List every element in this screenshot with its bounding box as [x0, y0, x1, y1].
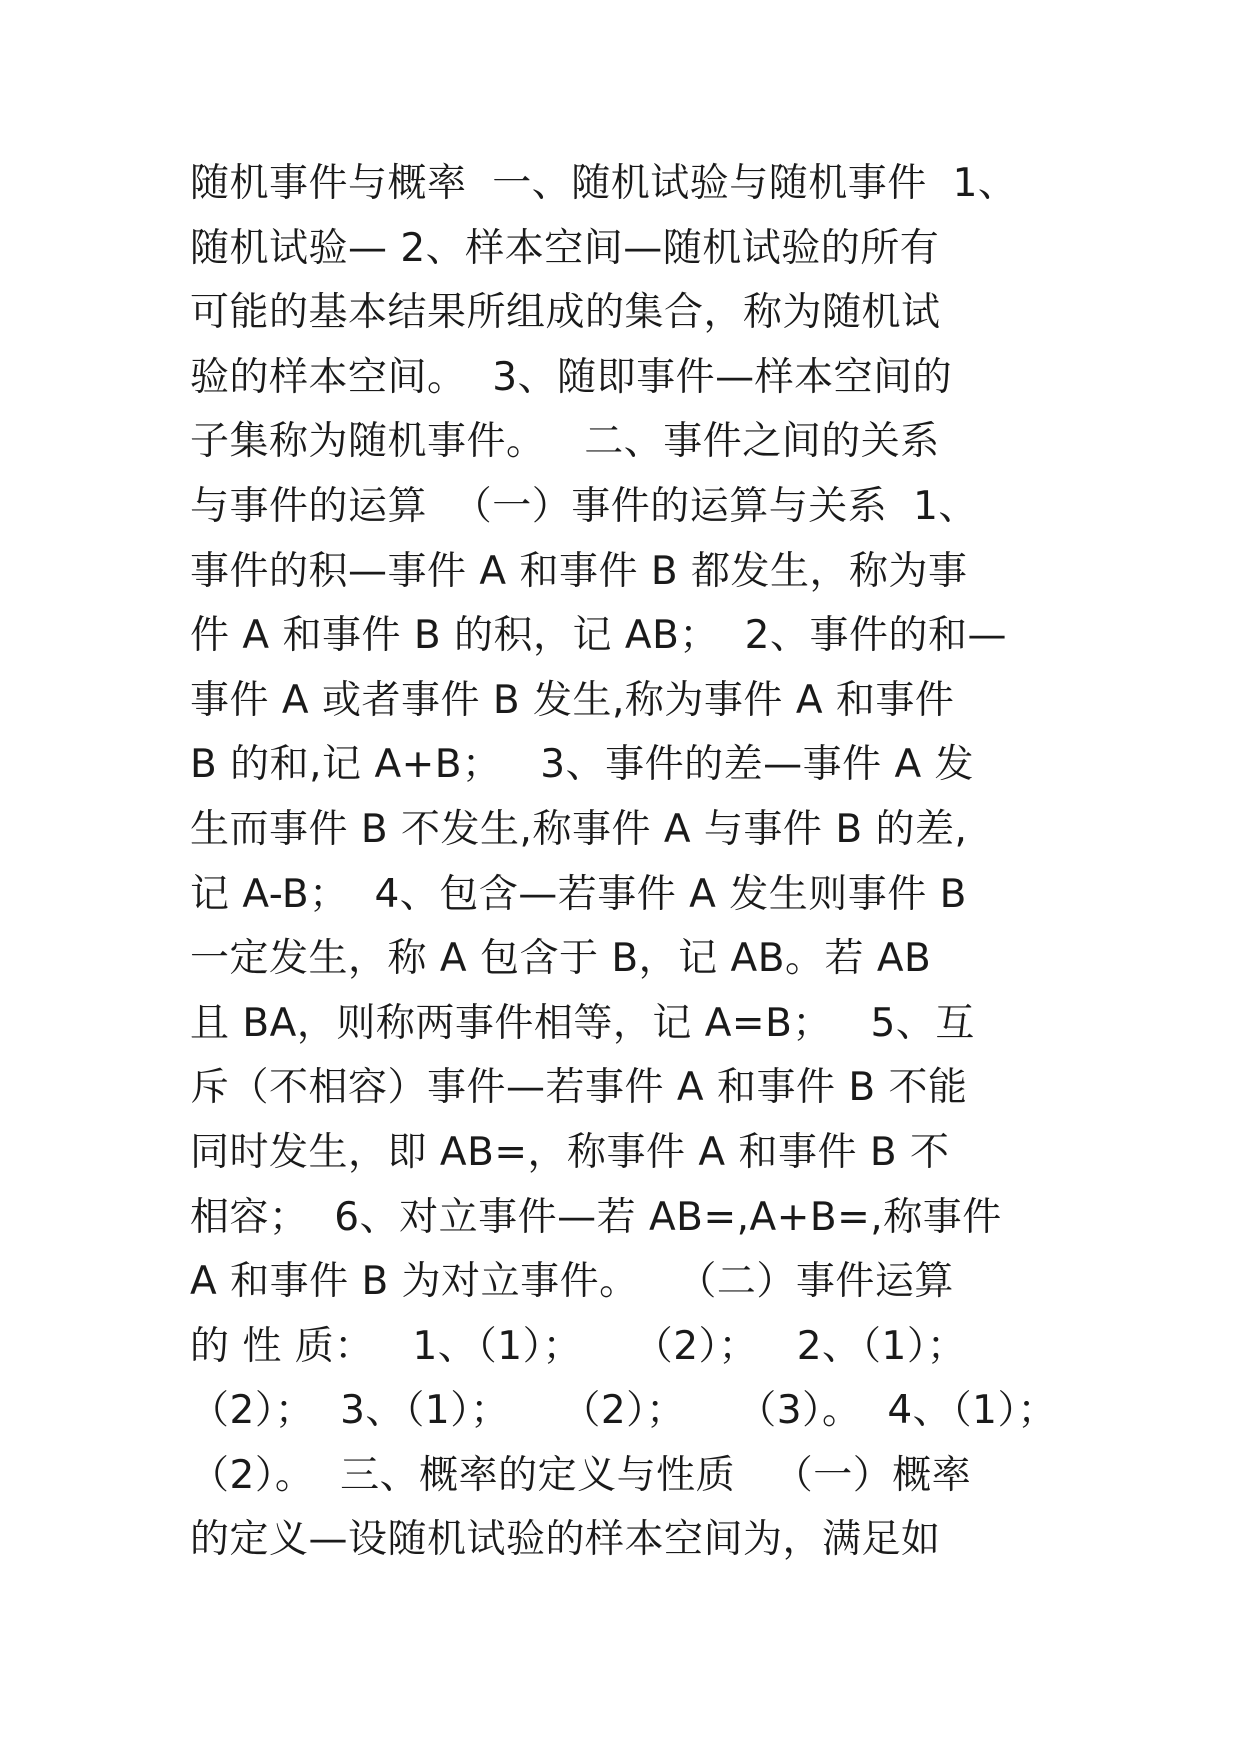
text-line: 件 A 和事件 B 的积，记 AB； 2、事件的和—: [190, 613, 1007, 659]
text-line: 子集称为随机事件。 二、事件之间的关系: [190, 419, 940, 465]
text-line: 斥（不相容）事件—若事件 A 和事件 B 不能: [190, 1065, 968, 1111]
text-line: （2）； 3、（1）； （2）； （3）。 4、（1）；: [190, 1388, 1057, 1434]
text-line: B 的和,记 A+B； 3、事件的差—事件 A 发: [190, 742, 975, 788]
text-line: （2）。 三、概率的定义与性质 （一）概率: [190, 1452, 972, 1498]
text-line: 随机事件与概率 一、随机试验与随机事件 1、: [190, 161, 1018, 206]
text-line: 与事件的运算 （一）事件的运算与关系 1、: [190, 483, 978, 529]
text-line: 且 BA，则称两事件相等，记 A=B； 5、互: [190, 1000, 975, 1046]
text-line: 可能的基本结果所组成的集合，称为随机试: [190, 290, 941, 336]
text-line: 随机试验— 2、样本空间—随机试验的所有: [190, 225, 940, 271]
text-line: 生而事件 B 不发生,称事件 A 与事件 B 的差,: [190, 806, 968, 852]
text-line: 记 A-B； 4、包含—若事件 A 发生则事件 B: [190, 871, 967, 917]
text-line: 事件的积—事件 A 和事件 B 都发生，称为事: [190, 548, 968, 594]
text-line: A 和事件 B 为对立事件。 （二）事件运算: [190, 1259, 954, 1305]
text-line: 事件 A 或者事件 B 发生,称为事件 A 和事件: [190, 677, 955, 723]
text-line: 的定义—设随机试验的样本空间为，满足如: [190, 1517, 941, 1563]
text-line: 的 性 质： 1、（1）； （2）； 2、（1）；: [190, 1323, 967, 1369]
text-line: 相容； 6、对立事件—若 AB=,A+B=,称事件: [190, 1194, 1002, 1240]
text-line: 验的样本空间。 3、随即事件—样本空间的: [190, 354, 953, 400]
body-text: [190, 152, 1090, 1573]
text-line: 一定发生，称 A 包含于 B，记 AB。若 AB: [190, 936, 932, 982]
text-line: 同时发生，即 AB=，称事件 A 和事件 B 不: [190, 1129, 950, 1175]
